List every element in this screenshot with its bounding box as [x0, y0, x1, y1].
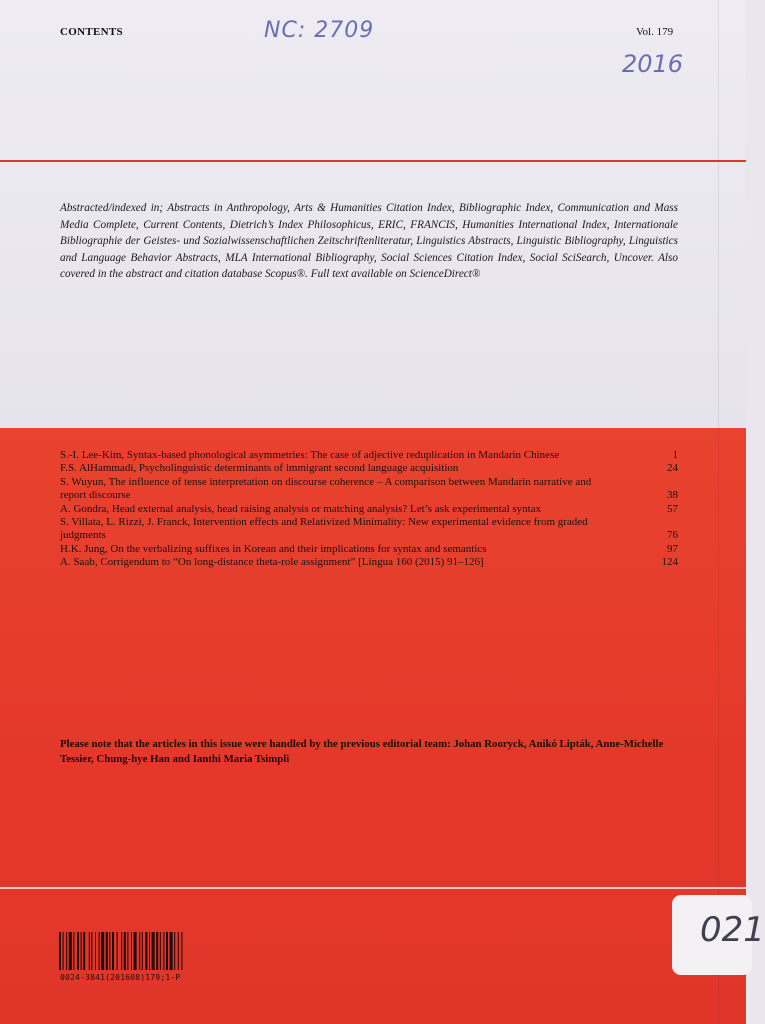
- barcode-bar: [181, 932, 182, 970]
- barcode-bar: [156, 932, 158, 970]
- barcode-bar: [59, 932, 61, 970]
- barcode-bar: [89, 932, 90, 970]
- toc-entry[interactable]: [60, 543, 678, 556]
- handwritten-year: 2016: [622, 50, 684, 78]
- barcode-bar: [142, 932, 143, 970]
- toc-entry-page: 97: [667, 542, 678, 555]
- barcode-bar: [106, 932, 108, 970]
- barcode-bar: [101, 932, 104, 970]
- barcode-bar: [149, 932, 150, 970]
- bottom-divider: [0, 887, 746, 889]
- barcode-bar: [160, 932, 161, 970]
- barcode-bar: [131, 932, 132, 970]
- barcode-bar: [73, 932, 74, 970]
- toc-entry-page: 57: [667, 502, 678, 515]
- barcode-bar: [95, 932, 96, 970]
- volume-label: Vol. 179: [636, 26, 674, 38]
- contents-heading: CONTENTS: [60, 26, 123, 38]
- barcode-bar: [163, 932, 164, 970]
- barcode-bar: [81, 932, 82, 970]
- barcode-bar: [121, 932, 122, 970]
- barcode-bar: [174, 932, 175, 970]
- toc-entry-page: 124: [661, 556, 678, 569]
- barcode-bar: [166, 932, 168, 970]
- page-fold-line: [718, 0, 719, 1024]
- barcode-number: 0024-3841(201608)179;1-P: [60, 973, 181, 982]
- handwritten-catalog-number: NC: 2709: [264, 18, 375, 43]
- barcode-bar: [109, 932, 110, 970]
- editorial-team-note: Please note that the articles in this issue were handled by the previous editorial team: Johan Rooryck, Anikó Lipták, Anne-Michelle Tessier, Chung-hye Han and Ianthi Maria Tsimpli: [60, 738, 664, 765]
- barcode-bar: [134, 932, 137, 970]
- sticker-handwritten-number: 021: [700, 910, 765, 950]
- barcode-bar: [152, 932, 155, 970]
- barcode-bar: [139, 932, 140, 970]
- barcode-bar: [117, 932, 118, 970]
- table-of-contents: [60, 449, 678, 570]
- toc-entry-title: S. Wuyun, The influence of tense interpretation on discourse coherence – A comparison between Mandarin narrative and report discourse: [60, 475, 592, 502]
- toc-entry-page: 24: [667, 462, 678, 475]
- toc-entry-title: F.S. AlHammadi, Psycholinguistic determinants of immigrant second language acquisition: [60, 462, 459, 475]
- toc-entry[interactable]: [60, 476, 678, 503]
- toc-entry[interactable]: [60, 503, 678, 516]
- barcode-bar: [124, 932, 126, 970]
- barcode-bar: [77, 932, 79, 970]
- barcode-bar: [178, 932, 179, 970]
- toc-entry-title: A. Saab, Corrigendum to “On long-distance theta-role assignment” [Lingua 160 (2015) 91–126]: [60, 556, 484, 569]
- toc-entry[interactable]: [60, 556, 678, 569]
- toc-entry-title: A. Gondra, Head external analysis, head raising analysis or matching analysis? Let’s ask experimental syntax: [60, 502, 542, 515]
- toc-entry-page: 1: [672, 449, 678, 461]
- toc-entry[interactable]: [60, 516, 678, 543]
- barcode-bar: [127, 932, 128, 970]
- barcode-bar: [66, 932, 67, 970]
- top-divider: [0, 160, 746, 162]
- barcode-bar: [112, 932, 114, 970]
- toc-entry-title: H.K. Jung, On the verbalizing suffixes in Korean and their implications for syntax and semantics: [60, 542, 487, 555]
- barcode-bar: [145, 932, 147, 970]
- barcode-bar: [91, 932, 92, 970]
- barcode-bar: [69, 932, 72, 970]
- indexing-statement: Abstracted/indexed in; Abstracts in Anthropology, Arts & Humanities Citation Index, Bibliographic Index, Communication and Mass Media Complete, Current Contents, Dietrich’s Index Philosophicus, ERIC, FRANCIS, Humanities International Index, Internationale Bibliographie der Geistes- und Sozialwissenschaftlichen Zeitschriftenliteratur, Linguistics Abstracts, Linguistic Bibliography, Linguistics and Language Behavior Abstracts, MLA International Bibliography, Social Sciences Citation Index, Social SciSearch, Uncover. Also covered in the abstract and citation database Scopus®. Full text available on ScienceDirect®: [60, 202, 678, 280]
- barcode-graphic: [59, 932, 241, 970]
- toc-entry-page: 76: [667, 529, 678, 542]
- toc-entry-title: S. Villata, L. Rizzi, J. Franck, Intervention effects and Relativized Minimality: New experimental evidence from graded judgments: [60, 516, 588, 542]
- barcode-bar: [99, 932, 100, 970]
- toc-entry-title: S.-I. Lee-Kim, Syntax-based phonological asymmetries: The case of adjective reduplication in Mandarin Chinese: [60, 449, 560, 461]
- toc-entry[interactable]: [60, 462, 678, 475]
- barcode-bar: [170, 932, 173, 970]
- barcode-bar: [63, 932, 64, 970]
- barcode-bar: [83, 932, 85, 970]
- toc-entry-page: 38: [667, 489, 678, 502]
- toc-entry[interactable]: [60, 449, 678, 462]
